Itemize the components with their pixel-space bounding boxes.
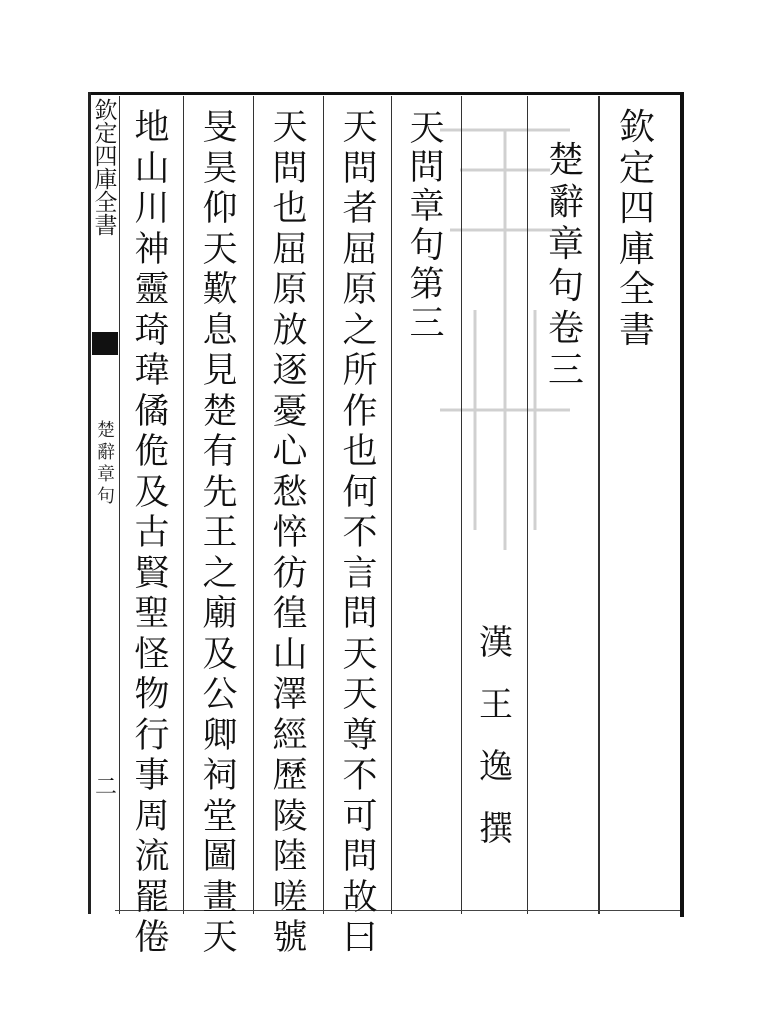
column-rule bbox=[527, 96, 528, 914]
column-text-1: 天問者屈原之所作也何不言問天天尊不可問故曰 bbox=[342, 108, 378, 958]
column-text-2: 天問也屈原放逐憂心愁悴彷徨山澤經歷陵陸嗟號 bbox=[272, 108, 308, 958]
column-rule bbox=[253, 96, 254, 914]
column-rule bbox=[598, 96, 600, 914]
spine-header: 欽定四庫全書 bbox=[94, 98, 118, 239]
fish-tail-mark bbox=[92, 332, 118, 352]
column-text-3: 旻昊仰天歎息見楚有先王之廟及公卿祠堂圖畫天 bbox=[202, 108, 238, 958]
column-rule bbox=[461, 96, 462, 914]
column-chapter-title: 天問章句第三 bbox=[409, 109, 445, 344]
page-border bbox=[88, 92, 684, 917]
column-rule bbox=[323, 96, 324, 914]
column-rule bbox=[391, 96, 392, 914]
spine-title: 楚辭章句 bbox=[97, 420, 115, 507]
column-rule bbox=[119, 96, 120, 914]
column-rule bbox=[183, 96, 184, 914]
column-collection-title: 欽定四庫全書 bbox=[618, 107, 655, 351]
column-volume-title: 楚辭章句卷三 bbox=[547, 140, 584, 391]
column-author: 漢 王逸 撰 bbox=[479, 623, 513, 849]
left-border bbox=[88, 92, 91, 914]
column-text-4: 地山川神靈琦瑋僪佹及古賢聖怪物行事周流罷倦 bbox=[134, 108, 170, 958]
fish-tail-line bbox=[92, 352, 118, 362]
page-number: 二 bbox=[94, 775, 117, 800]
